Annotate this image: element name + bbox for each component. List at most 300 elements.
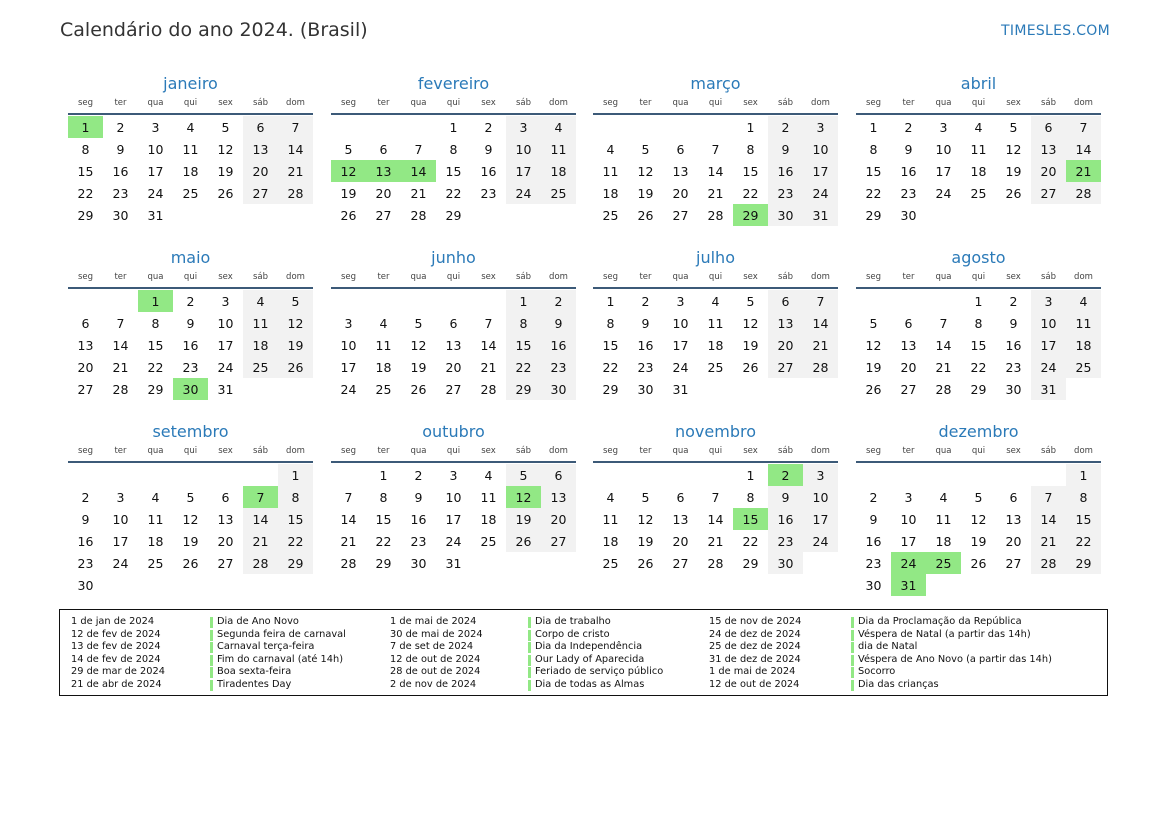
day-cell[interactable]: 27 <box>1005 555 1022 571</box>
day-cell[interactable]: 29 <box>445 207 462 223</box>
day-cell[interactable]: 10 <box>1031 312 1066 334</box>
day-cell[interactable]: 21 <box>935 359 952 375</box>
day-cell[interactable]: 5 <box>641 489 650 505</box>
day-cell[interactable]: 26 <box>182 555 199 571</box>
day-cell[interactable]: 14 <box>112 337 129 353</box>
day-cell[interactable]: 1 <box>746 119 755 135</box>
day-cell[interactable]: 15 <box>602 337 619 353</box>
day-cell[interactable]: 21 <box>112 359 129 375</box>
holiday-day-cell[interactable]: 25 <box>926 552 961 574</box>
day-cell[interactable]: 23 <box>900 185 917 201</box>
day-cell[interactable]: 9 <box>904 141 913 157</box>
day-cell[interactable]: 12 <box>637 511 654 527</box>
day-cell[interactable]: 6 <box>904 315 913 331</box>
day-cell[interactable]: 14 <box>340 511 357 527</box>
day-cell[interactable]: 21 <box>1031 530 1066 552</box>
day-cell[interactable]: 3 <box>449 467 458 483</box>
day-cell[interactable]: 18 <box>375 359 392 375</box>
day-cell[interactable]: 24 <box>803 182 838 204</box>
day-cell[interactable]: 14 <box>707 163 724 179</box>
day-cell[interactable]: 5 <box>869 315 878 331</box>
day-cell[interactable]: 16 <box>182 337 199 353</box>
day-cell[interactable]: 17 <box>803 508 838 530</box>
day-cell[interactable]: 24 <box>803 530 838 552</box>
day-cell[interactable]: 5 <box>506 464 541 486</box>
day-cell[interactable]: 9 <box>768 138 803 160</box>
day-cell[interactable]: 28 <box>1031 552 1066 574</box>
day-cell[interactable]: 29 <box>375 555 392 571</box>
day-cell[interactable]: 26 <box>637 555 654 571</box>
day-cell[interactable]: 8 <box>379 489 388 505</box>
day-cell[interactable]: 11 <box>707 315 724 331</box>
day-cell[interactable]: 20 <box>768 334 803 356</box>
day-cell[interactable]: 10 <box>147 141 164 157</box>
day-cell[interactable]: 31 <box>217 381 234 397</box>
day-cell[interactable]: 9 <box>641 315 650 331</box>
day-cell[interactable]: 30 <box>768 552 803 574</box>
day-cell[interactable]: 6 <box>449 315 458 331</box>
day-cell[interactable]: 28 <box>112 381 129 397</box>
day-cell[interactable]: 22 <box>147 359 164 375</box>
day-cell[interactable]: 6 <box>221 489 230 505</box>
day-cell[interactable]: 28 <box>243 552 278 574</box>
day-cell[interactable]: 6 <box>1009 489 1018 505</box>
day-cell[interactable]: 16 <box>865 533 882 549</box>
day-cell[interactable]: 21 <box>410 185 427 201</box>
day-cell[interactable]: 8 <box>278 486 313 508</box>
day-cell[interactable]: 10 <box>935 141 952 157</box>
day-cell[interactable]: 11 <box>243 312 278 334</box>
day-cell[interactable]: 25 <box>243 356 278 378</box>
day-cell[interactable]: 28 <box>707 207 724 223</box>
day-cell[interactable]: 7 <box>711 141 720 157</box>
day-cell[interactable]: 8 <box>506 312 541 334</box>
day-cell[interactable]: 16 <box>77 533 94 549</box>
day-cell[interactable]: 15 <box>445 163 462 179</box>
day-cell[interactable]: 28 <box>480 381 497 397</box>
day-cell[interactable]: 6 <box>243 116 278 138</box>
holiday-day-cell[interactable]: 29 <box>733 204 768 226</box>
day-cell[interactable]: 29 <box>77 207 94 223</box>
day-cell[interactable]: 5 <box>641 141 650 157</box>
day-cell[interactable]: 6 <box>541 464 576 486</box>
holiday-day-cell[interactable]: 30 <box>173 378 208 400</box>
day-cell[interactable]: 26 <box>742 359 759 375</box>
day-cell[interactable]: 1 <box>449 119 458 135</box>
day-cell[interactable]: 12 <box>865 337 882 353</box>
day-cell[interactable]: 3 <box>116 489 125 505</box>
day-cell[interactable]: 30 <box>637 381 654 397</box>
day-cell[interactable]: 20 <box>900 359 917 375</box>
day-cell[interactable]: 27 <box>243 182 278 204</box>
day-cell[interactable]: 28 <box>707 555 724 571</box>
day-cell[interactable]: 25 <box>147 555 164 571</box>
day-cell[interactable]: 8 <box>449 141 458 157</box>
holiday-day-cell[interactable]: 31 <box>891 574 926 596</box>
day-cell[interactable]: 30 <box>865 577 882 593</box>
day-cell[interactable]: 6 <box>1031 116 1066 138</box>
day-cell[interactable]: 26 <box>217 185 234 201</box>
day-cell[interactable]: 1 <box>606 293 615 309</box>
day-cell[interactable]: 14 <box>1031 508 1066 530</box>
day-cell[interactable]: 15 <box>865 163 882 179</box>
day-cell[interactable]: 4 <box>484 467 493 483</box>
day-cell[interactable]: 17 <box>803 160 838 182</box>
day-cell[interactable]: 12 <box>217 141 234 157</box>
day-cell[interactable]: 11 <box>182 141 199 157</box>
day-cell[interactable]: 16 <box>112 163 129 179</box>
day-cell[interactable]: 20 <box>672 533 689 549</box>
day-cell[interactable]: 4 <box>186 119 195 135</box>
day-cell[interactable]: 2 <box>641 293 650 309</box>
day-cell[interactable]: 24 <box>1031 356 1066 378</box>
day-cell[interactable]: 9 <box>81 511 90 527</box>
day-cell[interactable]: 26 <box>278 356 313 378</box>
day-cell[interactable]: 1 <box>974 293 983 309</box>
day-cell[interactable]: 11 <box>935 511 952 527</box>
day-cell[interactable]: 7 <box>1066 116 1101 138</box>
day-cell[interactable]: 26 <box>506 530 541 552</box>
day-cell[interactable]: 5 <box>1009 119 1018 135</box>
day-cell[interactable]: 7 <box>414 141 423 157</box>
day-cell[interactable]: 3 <box>803 464 838 486</box>
holiday-day-cell[interactable]: 21 <box>1066 160 1101 182</box>
day-cell[interactable]: 28 <box>803 356 838 378</box>
holiday-day-cell[interactable]: 1 <box>68 116 103 138</box>
day-cell[interactable]: 26 <box>340 207 357 223</box>
day-cell[interactable]: 30 <box>1005 381 1022 397</box>
day-cell[interactable]: 4 <box>541 116 576 138</box>
day-cell[interactable]: 22 <box>970 359 987 375</box>
day-cell[interactable]: 17 <box>112 533 129 549</box>
day-cell[interactable]: 1 <box>1066 464 1101 486</box>
day-cell[interactable]: 24 <box>506 182 541 204</box>
day-cell[interactable]: 28 <box>340 555 357 571</box>
day-cell[interactable]: 22 <box>445 185 462 201</box>
day-cell[interactable]: 9 <box>484 141 493 157</box>
day-cell[interactable]: 16 <box>637 337 654 353</box>
day-cell[interactable]: 4 <box>379 315 388 331</box>
day-cell[interactable]: 18 <box>602 533 619 549</box>
day-cell[interactable]: 3 <box>506 116 541 138</box>
day-cell[interactable]: 19 <box>410 359 427 375</box>
day-cell[interactable]: 1 <box>869 119 878 135</box>
day-cell[interactable]: 7 <box>803 290 838 312</box>
day-cell[interactable]: 25 <box>182 185 199 201</box>
day-cell[interactable]: 27 <box>768 356 803 378</box>
day-cell[interactable]: 23 <box>541 356 576 378</box>
day-cell[interactable]: 3 <box>1031 290 1066 312</box>
day-cell[interactable]: 18 <box>243 334 278 356</box>
day-cell[interactable]: 7 <box>484 315 493 331</box>
day-cell[interactable]: 7 <box>278 116 313 138</box>
day-cell[interactable]: 22 <box>742 185 759 201</box>
day-cell[interactable]: 16 <box>900 163 917 179</box>
day-cell[interactable]: 15 <box>742 163 759 179</box>
day-cell[interactable]: 10 <box>672 315 689 331</box>
day-cell[interactable]: 10 <box>900 511 917 527</box>
day-cell[interactable]: 2 <box>186 293 195 309</box>
day-cell[interactable]: 30 <box>541 378 576 400</box>
day-cell[interactable]: 22 <box>506 356 541 378</box>
day-cell[interactable]: 11 <box>480 489 497 505</box>
day-cell[interactable]: 24 <box>340 381 357 397</box>
day-cell[interactable]: 7 <box>1031 486 1066 508</box>
day-cell[interactable]: 22 <box>1066 530 1101 552</box>
day-cell[interactable]: 2 <box>768 116 803 138</box>
day-cell[interactable]: 1 <box>506 290 541 312</box>
day-cell[interactable]: 3 <box>221 293 230 309</box>
day-cell[interactable]: 20 <box>375 185 392 201</box>
day-cell[interactable]: 14 <box>480 337 497 353</box>
day-cell[interactable]: 24 <box>445 533 462 549</box>
day-cell[interactable]: 22 <box>865 185 882 201</box>
day-cell[interactable]: 29 <box>865 207 882 223</box>
day-cell[interactable]: 24 <box>217 359 234 375</box>
day-cell[interactable]: 2 <box>484 119 493 135</box>
day-cell[interactable]: 6 <box>379 141 388 157</box>
day-cell[interactable]: 25 <box>541 182 576 204</box>
day-cell[interactable]: 15 <box>77 163 94 179</box>
holiday-day-cell[interactable]: 2 <box>768 464 803 486</box>
day-cell[interactable]: 8 <box>746 141 755 157</box>
day-cell[interactable]: 23 <box>637 359 654 375</box>
day-cell[interactable]: 29 <box>602 381 619 397</box>
day-cell[interactable]: 16 <box>480 163 497 179</box>
day-cell[interactable]: 3 <box>151 119 160 135</box>
day-cell[interactable]: 2 <box>1009 293 1018 309</box>
day-cell[interactable]: 31 <box>1031 378 1066 400</box>
day-cell[interactable]: 3 <box>939 119 948 135</box>
day-cell[interactable]: 26 <box>410 381 427 397</box>
day-cell[interactable]: 6 <box>676 489 685 505</box>
day-cell[interactable]: 10 <box>803 138 838 160</box>
day-cell[interactable]: 8 <box>746 489 755 505</box>
day-cell[interactable]: 15 <box>1066 508 1101 530</box>
day-cell[interactable]: 21 <box>803 334 838 356</box>
day-cell[interactable]: 27 <box>672 207 689 223</box>
holiday-day-cell[interactable]: 12 <box>331 160 366 182</box>
day-cell[interactable]: 26 <box>637 207 654 223</box>
day-cell[interactable]: 15 <box>278 508 313 530</box>
day-cell[interactable]: 16 <box>1005 337 1022 353</box>
day-cell[interactable]: 4 <box>1066 290 1101 312</box>
day-cell[interactable]: 5 <box>746 293 755 309</box>
day-cell[interactable]: 17 <box>445 511 462 527</box>
day-cell[interactable]: 6 <box>768 290 803 312</box>
day-cell[interactable]: 29 <box>1066 552 1101 574</box>
day-cell[interactable]: 28 <box>1066 182 1101 204</box>
day-cell[interactable]: 17 <box>900 533 917 549</box>
day-cell[interactable]: 13 <box>217 511 234 527</box>
day-cell[interactable]: 18 <box>602 185 619 201</box>
day-cell[interactable]: 13 <box>445 337 462 353</box>
day-cell[interactable]: 31 <box>803 204 838 226</box>
day-cell[interactable]: 26 <box>970 555 987 571</box>
day-cell[interactable]: 25 <box>375 381 392 397</box>
day-cell[interactable]: 3 <box>344 315 353 331</box>
day-cell[interactable]: 31 <box>445 555 462 571</box>
day-cell[interactable]: 21 <box>278 160 313 182</box>
day-cell[interactable]: 18 <box>182 163 199 179</box>
day-cell[interactable]: 6 <box>81 315 90 331</box>
day-cell[interactable]: 19 <box>182 533 199 549</box>
day-cell[interactable]: 12 <box>410 337 427 353</box>
day-cell[interactable]: 26 <box>1005 185 1022 201</box>
day-cell[interactable]: 17 <box>147 163 164 179</box>
day-cell[interactable]: 18 <box>147 533 164 549</box>
day-cell[interactable]: 21 <box>707 185 724 201</box>
day-cell[interactable]: 11 <box>970 141 987 157</box>
day-cell[interactable]: 9 <box>116 141 125 157</box>
day-cell[interactable]: 9 <box>541 312 576 334</box>
day-cell[interactable]: 20 <box>217 533 234 549</box>
day-cell[interactable]: 4 <box>606 141 615 157</box>
day-cell[interactable]: 9 <box>186 315 195 331</box>
day-cell[interactable]: 21 <box>340 533 357 549</box>
day-cell[interactable]: 27 <box>900 381 917 397</box>
day-cell[interactable]: 19 <box>1005 163 1022 179</box>
day-cell[interactable]: 12 <box>1005 141 1022 157</box>
day-cell[interactable]: 12 <box>742 315 759 331</box>
day-cell[interactable]: 22 <box>278 530 313 552</box>
day-cell[interactable]: 5 <box>186 489 195 505</box>
day-cell[interactable]: 30 <box>410 555 427 571</box>
day-cell[interactable]: 19 <box>278 334 313 356</box>
holiday-day-cell[interactable]: 1 <box>138 290 173 312</box>
day-cell[interactable]: 8 <box>606 315 615 331</box>
day-cell[interactable]: 20 <box>243 160 278 182</box>
day-cell[interactable]: 13 <box>77 337 94 353</box>
day-cell[interactable]: 19 <box>340 185 357 201</box>
day-cell[interactable]: 2 <box>116 119 125 135</box>
day-cell[interactable]: 2 <box>414 467 423 483</box>
day-cell[interactable]: 13 <box>900 337 917 353</box>
day-cell[interactable]: 22 <box>742 533 759 549</box>
day-cell[interactable]: 4 <box>974 119 983 135</box>
day-cell[interactable]: 15 <box>375 511 392 527</box>
day-cell[interactable]: 25 <box>480 533 497 549</box>
day-cell[interactable]: 16 <box>768 160 803 182</box>
holiday-day-cell[interactable]: 7 <box>243 486 278 508</box>
day-cell[interactable]: 18 <box>1066 334 1101 356</box>
day-cell[interactable]: 24 <box>112 555 129 571</box>
day-cell[interactable]: 4 <box>939 489 948 505</box>
day-cell[interactable]: 13 <box>541 486 576 508</box>
holiday-day-cell[interactable]: 24 <box>891 552 926 574</box>
day-cell[interactable]: 23 <box>865 555 882 571</box>
holiday-day-cell[interactable]: 13 <box>366 160 401 182</box>
day-cell[interactable]: 3 <box>904 489 913 505</box>
day-cell[interactable]: 12 <box>278 312 313 334</box>
day-cell[interactable]: 20 <box>541 508 576 530</box>
day-cell[interactable]: 19 <box>970 533 987 549</box>
holiday-day-cell[interactable]: 14 <box>401 160 436 182</box>
day-cell[interactable]: 23 <box>768 182 803 204</box>
day-cell[interactable]: 30 <box>77 577 94 593</box>
day-cell[interactable]: 28 <box>278 182 313 204</box>
day-cell[interactable]: 5 <box>221 119 230 135</box>
day-cell[interactable]: 23 <box>768 530 803 552</box>
day-cell[interactable]: 10 <box>340 337 357 353</box>
day-cell[interactable]: 2 <box>869 489 878 505</box>
day-cell[interactable]: 16 <box>768 508 803 530</box>
day-cell[interactable]: 19 <box>637 533 654 549</box>
day-cell[interactable]: 29 <box>278 552 313 574</box>
day-cell[interactable]: 14 <box>707 511 724 527</box>
day-cell[interactable]: 27 <box>445 381 462 397</box>
day-cell[interactable]: 31 <box>672 381 689 397</box>
day-cell[interactable]: 20 <box>445 359 462 375</box>
day-cell[interactable]: 13 <box>1005 511 1022 527</box>
day-cell[interactable]: 19 <box>865 359 882 375</box>
day-cell[interactable]: 17 <box>217 337 234 353</box>
day-cell[interactable]: 31 <box>147 207 164 223</box>
day-cell[interactable]: 20 <box>77 359 94 375</box>
day-cell[interactable]: 12 <box>637 163 654 179</box>
day-cell[interactable]: 10 <box>217 315 234 331</box>
day-cell[interactable]: 17 <box>506 160 541 182</box>
day-cell[interactable]: 28 <box>410 207 427 223</box>
day-cell[interactable]: 16 <box>410 511 427 527</box>
day-cell[interactable]: 18 <box>970 163 987 179</box>
day-cell[interactable]: 20 <box>1031 160 1066 182</box>
day-cell[interactable]: 8 <box>81 141 90 157</box>
day-cell[interactable]: 14 <box>803 312 838 334</box>
day-cell[interactable]: 1 <box>746 467 755 483</box>
day-cell[interactable]: 24 <box>147 185 164 201</box>
day-cell[interactable]: 11 <box>375 337 392 353</box>
day-cell[interactable]: 29 <box>970 381 987 397</box>
day-cell[interactable]: 20 <box>1005 533 1022 549</box>
day-cell[interactable]: 2 <box>904 119 913 135</box>
day-cell[interactable]: 17 <box>935 163 952 179</box>
day-cell[interactable]: 11 <box>602 511 619 527</box>
day-cell[interactable]: 6 <box>676 141 685 157</box>
day-cell[interactable]: 11 <box>1066 312 1101 334</box>
day-cell[interactable]: 19 <box>742 337 759 353</box>
day-cell[interactable]: 22 <box>602 359 619 375</box>
day-cell[interactable]: 27 <box>1031 182 1066 204</box>
day-cell[interactable]: 29 <box>742 555 759 571</box>
day-cell[interactable]: 2 <box>541 290 576 312</box>
day-cell[interactable]: 16 <box>541 334 576 356</box>
day-cell[interactable]: 23 <box>112 185 129 201</box>
day-cell[interactable]: 21 <box>243 530 278 552</box>
day-cell[interactable]: 4 <box>151 489 160 505</box>
day-cell[interactable]: 14 <box>278 138 313 160</box>
day-cell[interactable]: 3 <box>676 293 685 309</box>
day-cell[interactable]: 25 <box>1066 356 1101 378</box>
day-cell[interactable]: 25 <box>970 185 987 201</box>
day-cell[interactable]: 25 <box>602 555 619 571</box>
day-cell[interactable]: 10 <box>803 486 838 508</box>
day-cell[interactable]: 5 <box>974 489 983 505</box>
day-cell[interactable]: 5 <box>344 141 353 157</box>
day-cell[interactable]: 4 <box>711 293 720 309</box>
day-cell[interactable]: 18 <box>707 337 724 353</box>
day-cell[interactable]: 30 <box>112 207 129 223</box>
day-cell[interactable]: 7 <box>939 315 948 331</box>
day-cell[interactable]: 29 <box>147 381 164 397</box>
day-cell[interactable]: 23 <box>480 185 497 201</box>
day-cell[interactable]: 5 <box>278 290 313 312</box>
day-cell[interactable]: 7 <box>116 315 125 331</box>
day-cell[interactable]: 13 <box>768 312 803 334</box>
day-cell[interactable]: 10 <box>112 511 129 527</box>
day-cell[interactable]: 11 <box>602 163 619 179</box>
day-cell[interactable]: 1 <box>379 467 388 483</box>
